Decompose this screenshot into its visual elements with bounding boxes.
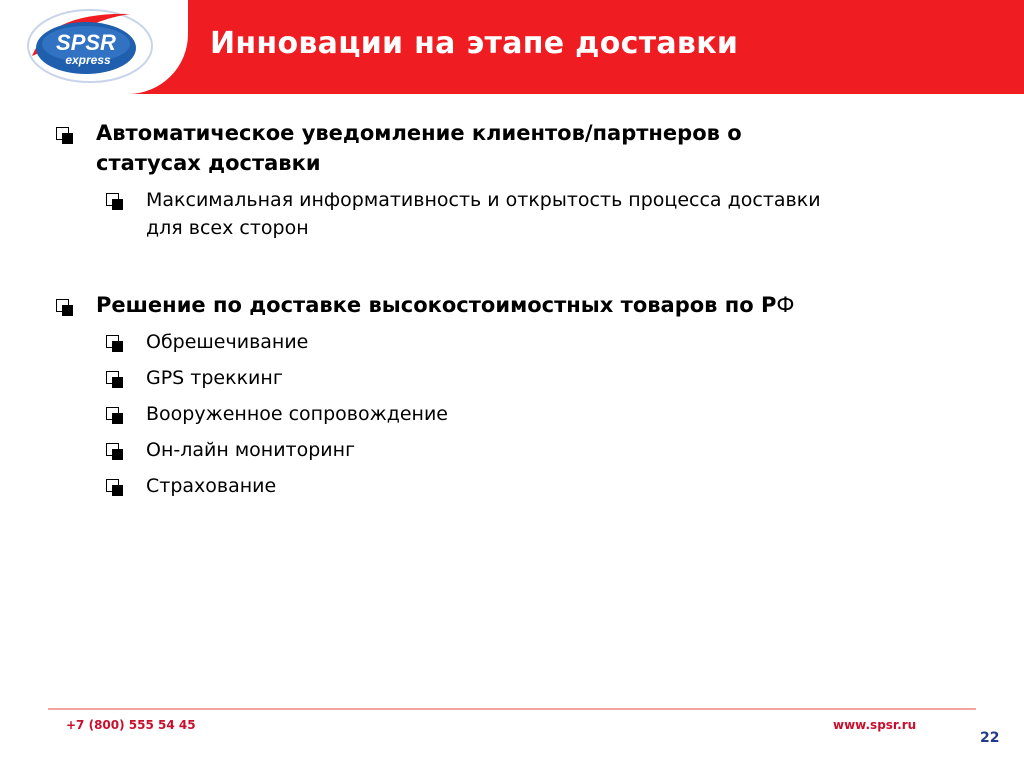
page-number: 22 bbox=[980, 730, 1000, 746]
bullet-text-tail: Ф bbox=[776, 293, 795, 317]
bullet-text: статусах доставки bbox=[96, 151, 321, 175]
checkbox-bullet-icon bbox=[106, 186, 119, 214]
sub-bullet-text: Вооруженное сопровождение bbox=[146, 403, 448, 425]
logo-text-main: SPSR bbox=[56, 30, 116, 55]
logo-area bbox=[0, 0, 188, 94]
footer-phone: +7 (800) 555 54 45 bbox=[66, 718, 196, 732]
sub-bullet-text: Максимальная информативность и открытость процесса доставки bbox=[146, 189, 821, 211]
list-item-continuation bbox=[96, 148, 321, 178]
logo-text-sub: express bbox=[65, 53, 111, 67]
checkbox-bullet-icon bbox=[106, 472, 119, 500]
checkbox-bullet-icon bbox=[106, 364, 119, 392]
spsr-logo bbox=[20, 4, 170, 90]
sub-bullet-text: GPS треккинг bbox=[146, 367, 283, 389]
footer-divider bbox=[48, 708, 976, 710]
sub-bullet-text: Обрешечивание bbox=[146, 331, 309, 353]
footer-website-link[interactable]: www.spsr.ru bbox=[833, 718, 917, 732]
checkbox-bullet-icon bbox=[106, 436, 119, 464]
checkbox-bullet-icon bbox=[56, 290, 69, 320]
checkbox-bullet-icon bbox=[106, 328, 119, 356]
bullet-text: Автоматическое уведомление клиентов/партнеров о bbox=[96, 121, 742, 145]
sub-list-item bbox=[146, 400, 448, 428]
sub-list-item-continuation bbox=[146, 214, 309, 242]
sub-bullet-text: Страхование bbox=[146, 475, 277, 497]
sub-list-item bbox=[146, 436, 355, 464]
sub-list-item bbox=[146, 364, 283, 392]
list-item bbox=[96, 118, 742, 148]
page-title: Инновации на этапе доставки bbox=[210, 26, 739, 61]
header-bar bbox=[0, 0, 1024, 94]
checkbox-bullet-icon bbox=[106, 400, 119, 428]
bullet-text: Решение по доставке высокостоимостных товаров по Р bbox=[96, 293, 777, 317]
list-item bbox=[96, 290, 794, 320]
sub-list-item bbox=[146, 328, 308, 356]
sub-list-item bbox=[146, 472, 276, 500]
sub-list-item bbox=[146, 186, 821, 214]
sub-bullet-text: Он-лайн мониторинг bbox=[146, 439, 356, 461]
checkbox-bullet-icon bbox=[56, 118, 69, 148]
sub-bullet-text: для всех сторон bbox=[146, 217, 309, 239]
